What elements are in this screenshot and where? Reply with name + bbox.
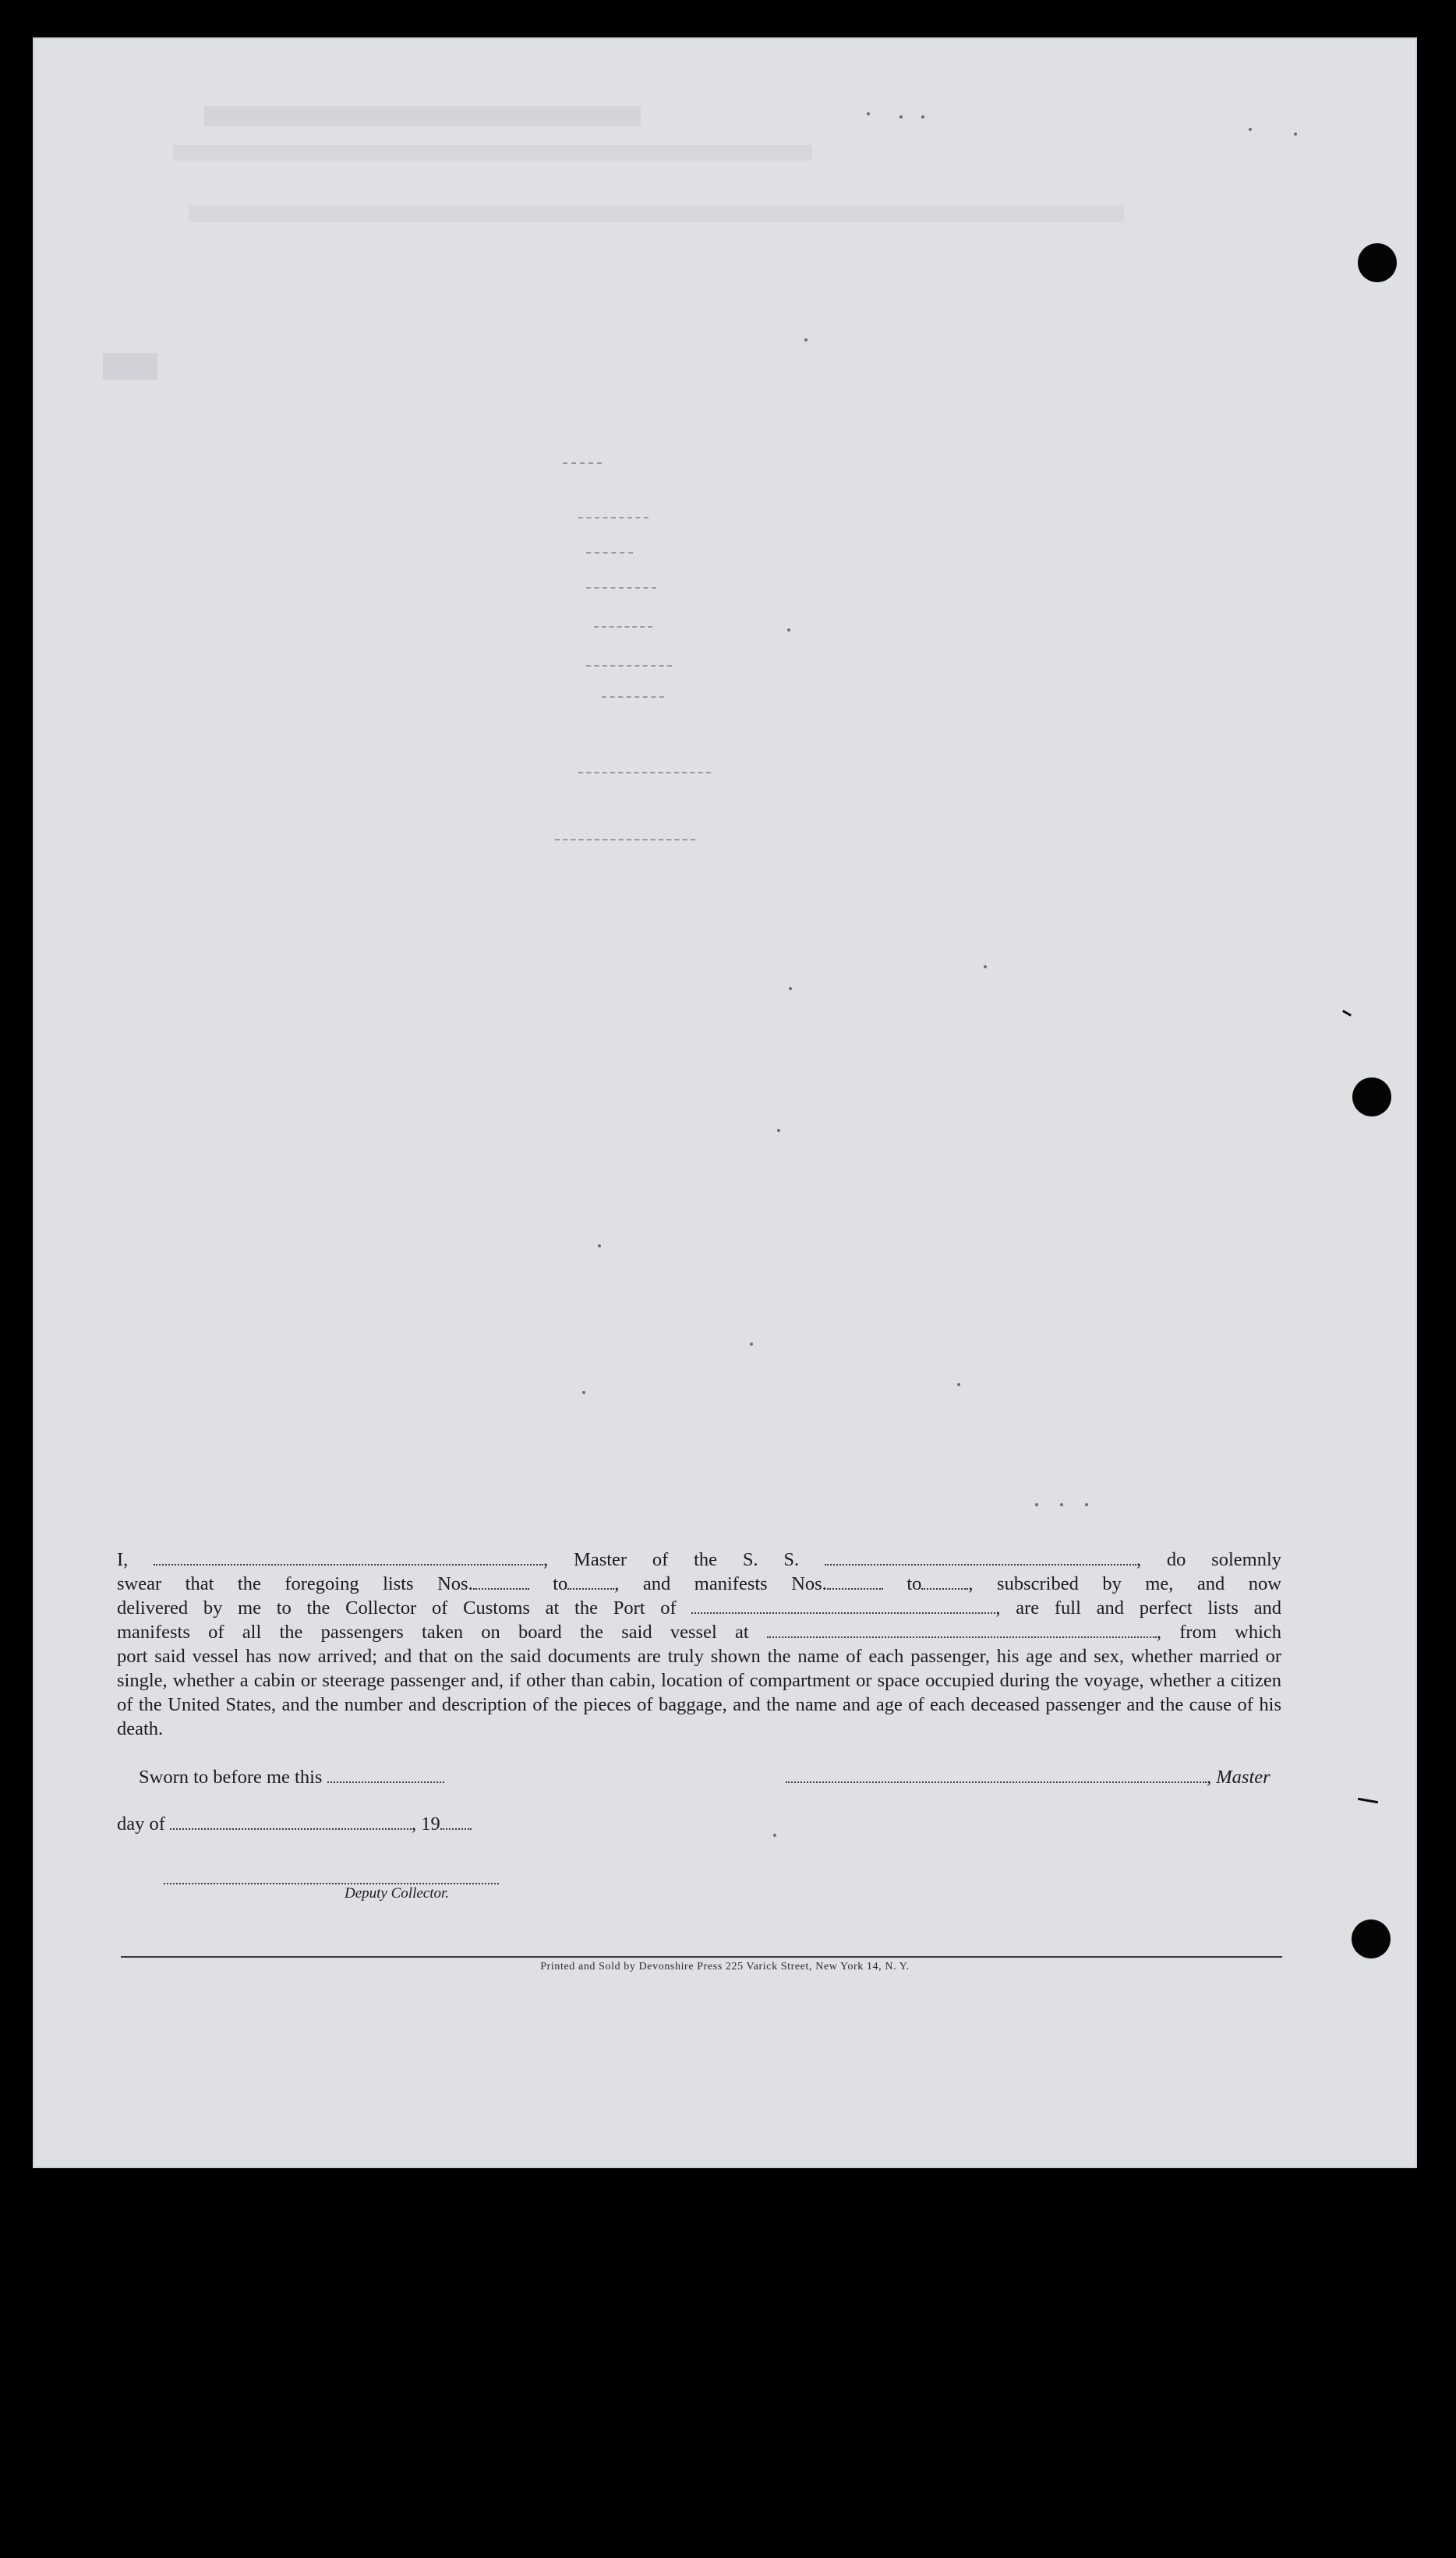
- deputy-collector-label: Deputy Collector.: [345, 1885, 450, 1902]
- oath-line2-to: to: [553, 1573, 568, 1594]
- month-blank: [170, 1828, 412, 1830]
- sworn-label: Sworn to before me this: [139, 1767, 323, 1788]
- port-blank: [691, 1612, 995, 1614]
- lists-to-blank: [567, 1588, 614, 1590]
- oath-line-2: [117, 1572, 1281, 1596]
- oath-line4-fromwhich: , from which: [1156, 1622, 1282, 1643]
- dash-mark: [602, 696, 664, 698]
- binder-hole-bottom: [1352, 1919, 1391, 1958]
- speck: [867, 112, 870, 115]
- speck: [984, 965, 987, 968]
- oath-line-3: [117, 1596, 1281, 1620]
- speck: [582, 1391, 585, 1394]
- dash-mark: [578, 772, 711, 773]
- master-signature-blank: [786, 1781, 1207, 1783]
- speck: [1294, 133, 1297, 136]
- oath-line3-port: delivered by me to the Collector of Customs at the Port of: [117, 1597, 677, 1619]
- oath-line2-subscribed: , subscribed by me, and now: [968, 1573, 1281, 1594]
- speck: [1060, 1503, 1063, 1506]
- oath-line2-to-2: to: [906, 1573, 922, 1594]
- deputy-signature-blank: [164, 1883, 499, 1884]
- speck: [804, 338, 808, 341]
- day-of-label: day of: [117, 1813, 165, 1834]
- bleed-through-heading: [204, 106, 641, 126]
- speck: [750, 1343, 753, 1346]
- ship-name-blank: [825, 1564, 1136, 1566]
- manifests-to-blank: [921, 1588, 968, 1590]
- bleed-through-number: [103, 353, 157, 380]
- dash-mark: [586, 665, 672, 667]
- edge-mark: [1342, 1010, 1352, 1017]
- edge-mark: [1358, 1798, 1378, 1803]
- oath-line1-i: I,: [117, 1549, 129, 1570]
- oath-line3-perfect: , are full and perfect lists and: [995, 1597, 1282, 1619]
- oath-line-4: [117, 1620, 1281, 1644]
- printer-imprint: Printed and Sold by Devonshire Press 225 Varick Street, New York 14, N. Y.: [540, 1961, 910, 1972]
- speck: [1035, 1503, 1038, 1506]
- oath-body: port said vessel has now arrived; and that on the said documents are truly shown the name of each passenger, his age and sex, whether married or single, whether a cabin or steerage passenger and, if other than cabin, location of compartment or space occupied during the voyage, whether a citizen of the United States, and the number and description of the pieces of baggage, and the name and age of each deceased passenger and the cause of his death.: [117, 1646, 1281, 1739]
- speck: [1085, 1503, 1088, 1506]
- oath-line2-lists: swear that the foregoing lists Nos.: [117, 1573, 473, 1594]
- year-blank: [440, 1828, 472, 1830]
- speck: [789, 987, 792, 990]
- speck: [1249, 128, 1252, 131]
- sworn-day-blank: [327, 1781, 444, 1783]
- speck: [598, 1244, 601, 1247]
- dash-mark: [563, 462, 602, 464]
- oath-line1-solemnly: , do solemnly: [1136, 1549, 1282, 1570]
- bleed-through-row: [189, 205, 1124, 222]
- dash-mark: [586, 552, 633, 554]
- speck: [957, 1383, 960, 1386]
- bleed-through-subheading: [173, 145, 812, 161]
- lists-from-blank: [473, 1588, 529, 1590]
- footer-rule: [121, 1956, 1282, 1958]
- oath-line4-vessel: manifests of all the passengers taken on board the said vessel at: [117, 1622, 749, 1643]
- master-name-blank: [154, 1564, 543, 1566]
- speck: [777, 1129, 780, 1132]
- master-label: , Master: [1207, 1767, 1270, 1788]
- speck: [773, 1834, 776, 1837]
- speck: [921, 115, 924, 119]
- manifest-sheet: [33, 37, 1417, 2168]
- binder-hole-top: [1358, 243, 1397, 282]
- departure-port-blank: [767, 1636, 1157, 1638]
- master-oath-paragraph: [117, 1548, 1281, 1741]
- oath-line-1: [117, 1548, 1281, 1572]
- binder-hole-middle: [1352, 1077, 1391, 1116]
- dash-mark: [594, 626, 652, 628]
- speck: [787, 628, 790, 632]
- sworn-row: [139, 1767, 444, 1788]
- dash-mark: [555, 839, 695, 840]
- master-signature-row: [786, 1767, 1270, 1788]
- speck: [899, 115, 903, 119]
- year-label: , 19: [412, 1813, 440, 1834]
- dash-mark: [586, 587, 656, 589]
- manifests-from-blank: [827, 1588, 883, 1590]
- day-of-row: [117, 1813, 472, 1835]
- oath-line2-manifests: , and manifests Nos.: [614, 1573, 827, 1594]
- oath-line1-master: , Master of the S. S.: [543, 1549, 800, 1570]
- dash-mark: [578, 517, 648, 518]
